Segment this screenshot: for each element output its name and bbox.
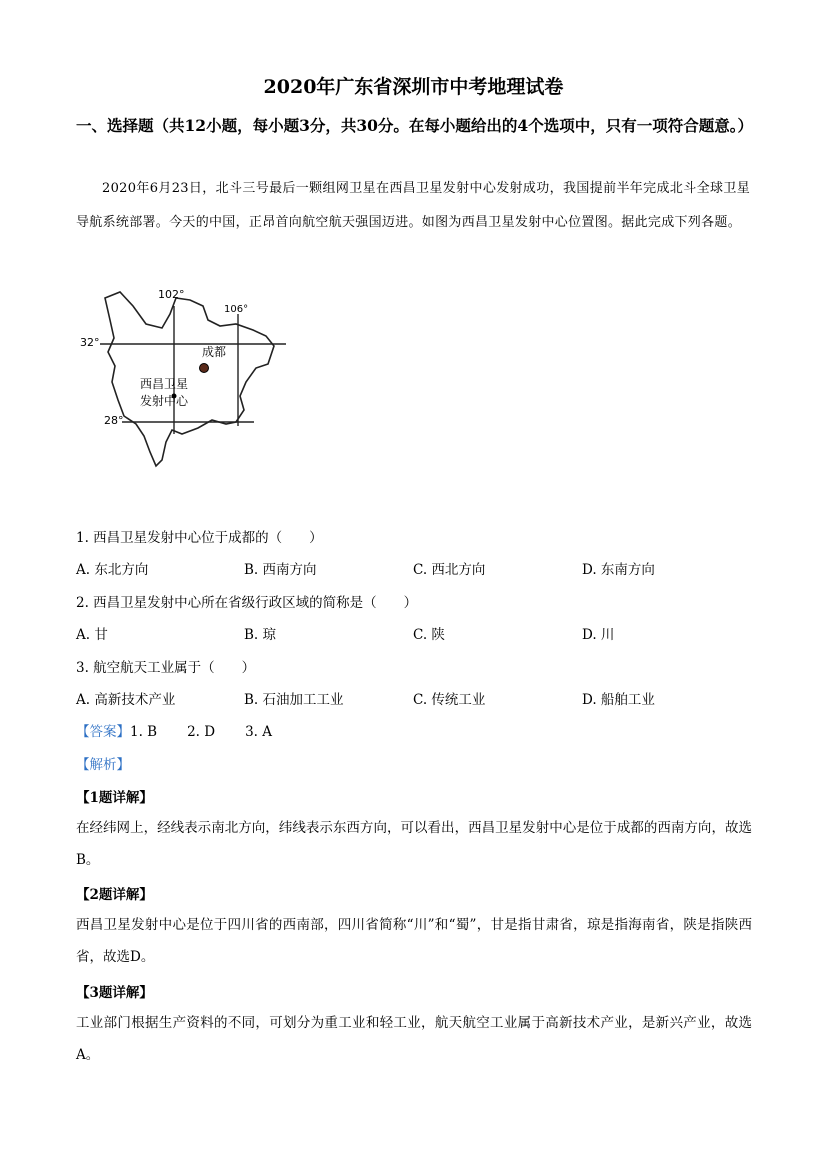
section-heading: 一、选择题（共12小题，每小题3分，共30分。在每小题给出的4个选项中，只有一项符合题意。） bbox=[76, 116, 753, 135]
answer-item: 2. D bbox=[187, 724, 216, 740]
question-2: 2. 西昌卫星发射中心所在省级行政区域的简称是（ ） bbox=[76, 595, 418, 611]
chengdu-label: 成都 bbox=[202, 345, 227, 359]
detail-3-heading: 【3题详解】 bbox=[76, 985, 153, 1001]
question-1: 1. 西昌卫星发射中心位于成都的（ ） bbox=[76, 530, 323, 546]
option: D. 东南方向 bbox=[582, 562, 655, 578]
detail-2-text: 西昌卫星发射中心是位于四川省的西南部，四川省简称“川”和“蜀”，甘是指甘肃省，琼是指海南省，陕是指陕西省，故选D。 bbox=[76, 917, 752, 965]
option: A. 东北方向 bbox=[76, 562, 149, 578]
xichang-location-map bbox=[78, 284, 290, 470]
answer-label: 【答案】 bbox=[76, 724, 130, 740]
detail-3-text: 工业部门根据生产资料的不同，可划分为重工业和轻工业，航天航空工业属于高新技术产业，是新兴产业，故选A。 bbox=[76, 1015, 752, 1063]
xichang-label-line2: 发射中心 bbox=[140, 394, 189, 408]
province-outline bbox=[105, 292, 274, 466]
xichang-label-line1: 西昌卫星 bbox=[140, 377, 189, 391]
option: A. 甘 bbox=[76, 627, 108, 643]
option: D. 船舶工业 bbox=[582, 692, 655, 708]
lat-label-32: 32° bbox=[80, 336, 100, 349]
question-3: 3. 航空航天工业属于（ ） bbox=[76, 660, 256, 676]
lon-label-102: 102° bbox=[158, 288, 185, 301]
option: C. 西北方向 bbox=[413, 562, 486, 578]
chengdu-marker bbox=[200, 364, 209, 373]
option: C. 陕 bbox=[413, 627, 445, 643]
detail-1-heading: 【1题详解】 bbox=[76, 790, 153, 806]
option: B. 石油加工工业 bbox=[244, 692, 344, 708]
page-title: 2020年广东省深圳市中考地理试卷 bbox=[263, 76, 564, 98]
option: B. 琼 bbox=[244, 627, 277, 643]
analysis-label: 【解析】 bbox=[76, 757, 130, 773]
intro-paragraph: 2020年6月23日，北斗三号最后一颗组网卫星在西昌卫星发射中心发射成功，我国提前半年完成北斗全球卫星导航系统部署。今天的中国，正昂首向航空航天强国迈进。如图为西昌卫星发射中心位置图。据此完成下列各题。 bbox=[76, 181, 750, 230]
option: A. 高新技术产业 bbox=[76, 692, 176, 708]
detail-1-text: 在经纬网上，经线表示南北方向，纬线表示东西方向，可以看出，西昌卫星发射中心是位于成都的西南方向，故选B。 bbox=[76, 820, 752, 868]
answer-item: 1. B bbox=[130, 724, 158, 740]
detail-2-heading: 【2题详解】 bbox=[76, 887, 153, 903]
answer-line bbox=[76, 720, 302, 740]
answer-item: 3. A bbox=[245, 724, 273, 740]
option: B. 西南方向 bbox=[244, 562, 317, 578]
option: C. 传统工业 bbox=[413, 692, 486, 708]
lat-label-28: 28° bbox=[104, 414, 124, 427]
option: D. 川 bbox=[582, 627, 615, 643]
lon-label-106: 106° bbox=[224, 304, 249, 315]
